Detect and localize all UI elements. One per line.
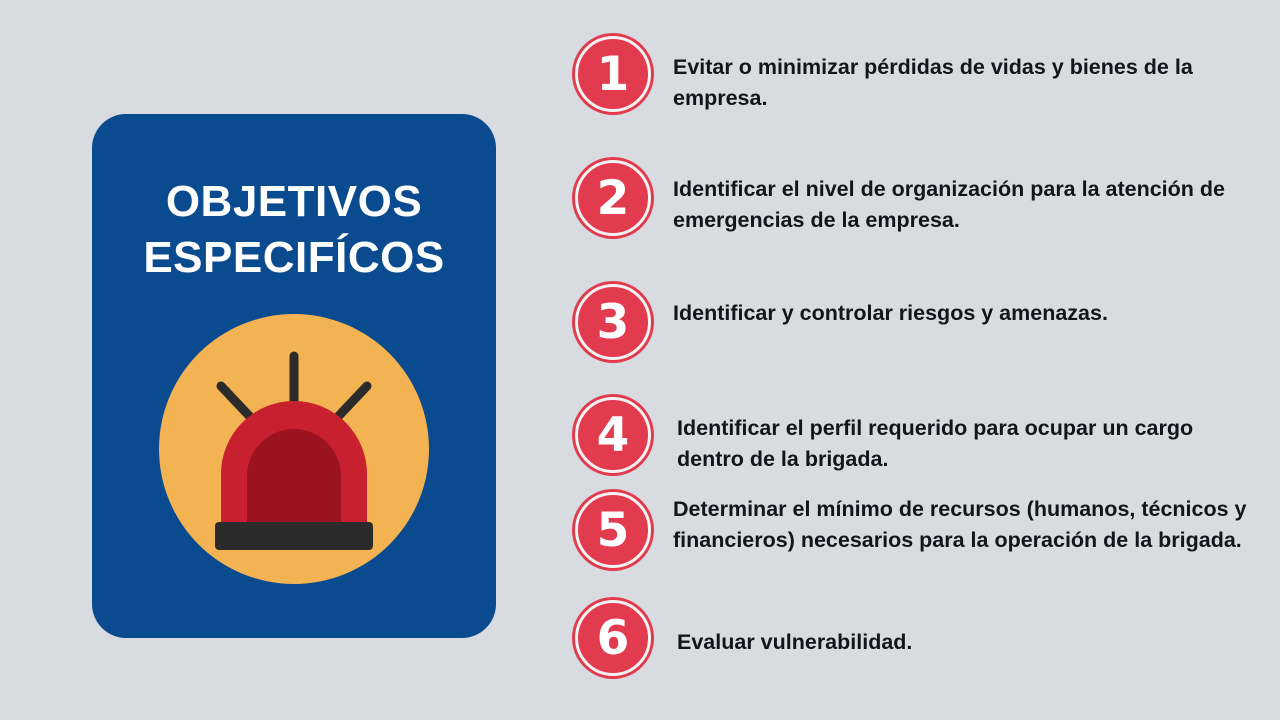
list-item-text: Identificar el perfil requerido para ocupar un cargo dentro de la brigada.: [677, 416, 1194, 471]
list-item: [575, 397, 1265, 474]
number-badge-label: 6: [596, 610, 630, 666]
list-item-text: Determinar el mínimo de recursos (humanos, técnicos y financieros) necesarios para la operación de la brigada.: [673, 497, 1247, 552]
list-item-text: Evaluar vulnerabilidad.: [677, 630, 913, 654]
number-badge: [575, 492, 651, 568]
list-item: [575, 284, 1265, 360]
list-item-text: Evitar o minimizar pérdidas de vidas y bienes de la empresa.: [673, 55, 1193, 110]
number-badge: [575, 36, 651, 112]
number-badge: [575, 284, 651, 360]
number-badge-label: 3: [596, 294, 630, 350]
objectives-card: [92, 114, 496, 638]
emergency-siren-icon: [159, 314, 429, 584]
objectives-list: [575, 22, 1265, 702]
page-title-line-1: OBJETIVOS: [165, 177, 423, 226]
number-badge-label: 4: [596, 407, 630, 463]
list-item: [575, 492, 1265, 568]
list-item-text: Identificar el nivel de organización para la atención de emergencias de la empresa.: [673, 177, 1225, 232]
page-title: [114, 174, 474, 287]
siren-glyph: [159, 314, 429, 584]
list-item: [575, 600, 1265, 676]
number-badge-label: 5: [596, 502, 630, 558]
number-badge: [575, 160, 651, 236]
number-badge-label: 2: [596, 170, 630, 226]
list-item-text: Identificar y controlar riesgos y amenazas.: [673, 301, 1108, 325]
list-item: [575, 36, 1265, 113]
number-badge: [575, 600, 651, 676]
number-badge-label: 1: [596, 46, 630, 102]
page-title-line-2: ESPECIFÍCOS: [143, 233, 445, 283]
number-badge: [575, 397, 651, 473]
list-item: [575, 160, 1265, 236]
